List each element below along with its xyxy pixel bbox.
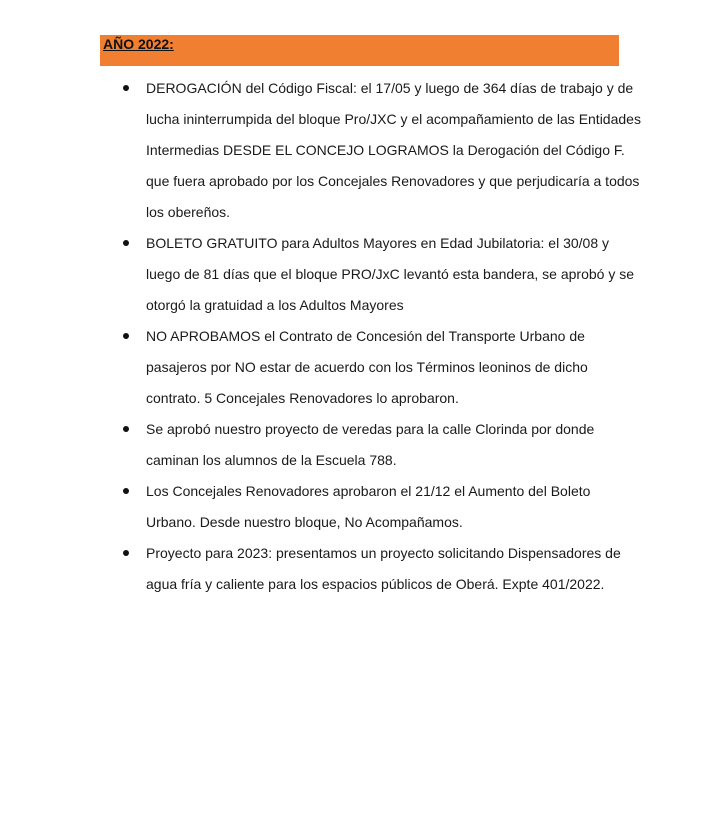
item-text-line: NO APROBAMOS el Contrato de Concesión del Transporte Urbano de — [146, 328, 585, 344]
year-heading: AÑO 2022: — [103, 36, 174, 52]
item-text-line: que fuera aprobado por los Concejales Renovadores y que perjudicaría a todos — [146, 173, 640, 189]
list-item — [118, 73, 641, 228]
item-text-line: caminan los alumnos de la Escuela 788. — [146, 452, 397, 468]
bullet-icon — [123, 333, 129, 339]
bullet-icon — [123, 426, 129, 432]
item-text-line: DEROGACIÓN del Código Fiscal: el 17/05 y luego de 364 días de trabajo y de — [146, 80, 634, 96]
item-text-line: otorgó la gratuidad a los Adultos Mayores — [146, 297, 404, 313]
bullet-icon — [123, 85, 129, 91]
year-heading-bar — [100, 35, 619, 66]
item-text-line: Se aprobó nuestro proyecto de veredas para la calle Clorinda por donde — [146, 421, 595, 437]
list-item — [118, 476, 618, 538]
item-text-line: agua fría y caliente para los espacios públicos de Oberá. Expte 401/2022. — [146, 576, 605, 592]
list-item — [118, 414, 618, 476]
item-text-line: Urbano. Desde nuestro bloque, No Acompañamos. — [146, 514, 463, 530]
achievements-list — [118, 73, 641, 600]
item-text-line: lucha ininterrumpida del bloque Pro/JXC y el acompañamiento de las Entidades — [146, 111, 641, 127]
item-text-line: pasajeros por NO estar de acuerdo con los Términos leoninos de dicho — [146, 359, 588, 375]
bullet-icon — [123, 488, 129, 494]
item-text-line: luego de 81 días que el bloque PRO/JxC levantó esta bandera, se aprobó y se — [146, 266, 634, 282]
item-text-line: BOLETO GRATUITO para Adultos Mayores en Edad Jubilatoria: el 30/08 y — [146, 235, 610, 251]
list-item — [118, 538, 621, 600]
list-item — [118, 321, 618, 414]
item-text-line: contrato. 5 Concejales Renovadores lo aprobaron. — [146, 390, 459, 406]
item-text-line: Proyecto para 2023: presentamos un proyecto solicitando Dispensadores de — [146, 545, 621, 561]
list-item — [118, 228, 634, 321]
bullet-icon — [123, 550, 129, 556]
item-text-line: los obereños. — [146, 204, 231, 220]
item-text-line: Los Concejales Renovadores aprobaron el 21/12 el Aumento del Boleto — [146, 483, 591, 499]
item-text-line: Intermedias DESDE EL CONCEJO LOGRAMOS la Derogación del Código F. — [146, 142, 625, 158]
bullet-icon — [123, 240, 129, 246]
